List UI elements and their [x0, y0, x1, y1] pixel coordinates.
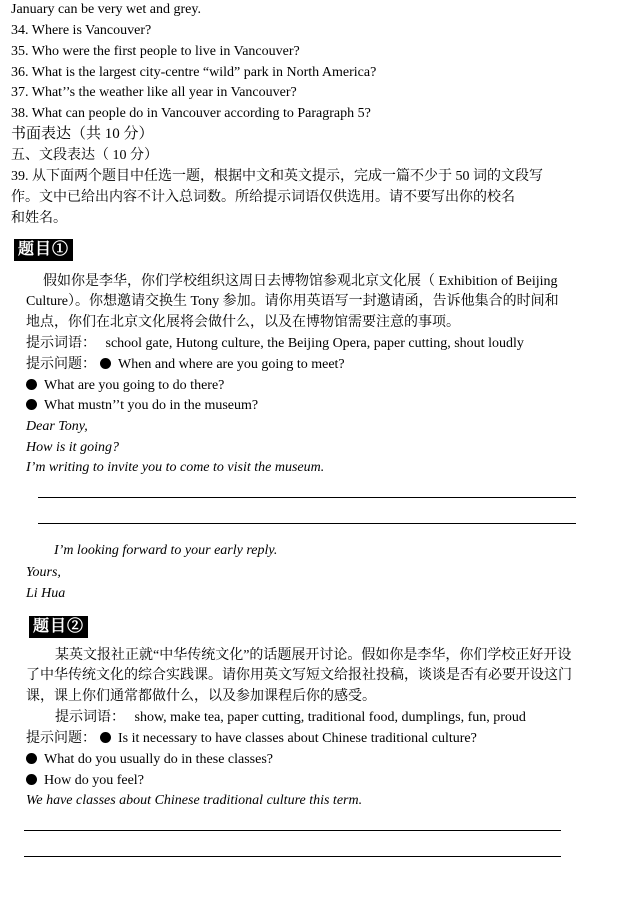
- bullet-icon: [100, 732, 111, 743]
- topic2-intro-line3: 课，课上你们通常都做什么，以及参加课程后你的感受。: [26, 689, 376, 704]
- topic1-yours: Yours,: [26, 565, 61, 580]
- topic2-words: [55, 709, 526, 727]
- topic2-q2: [22, 751, 273, 769]
- bullet-icon: [26, 774, 37, 785]
- topic1-writing-line-1: [38, 497, 576, 498]
- topic1-salutation: Dear Tony,: [26, 419, 88, 434]
- q39-line3: 和姓名。: [11, 211, 67, 226]
- topic1-badge: 题目①: [14, 239, 73, 261]
- bullet-icon: [26, 753, 37, 764]
- topic2-writing-line-1: [24, 830, 561, 831]
- topic1-intro-line1: 假如你是李华，你们学校组织这周日去博物馆参观北京文化展（ Exhibition of Beijing: [43, 274, 558, 289]
- bullet-icon: [100, 358, 111, 369]
- topic2-q1: [26, 730, 477, 748]
- topic1-words-list: school gate, Hutong culture, the Beijing Opera, paper cutting, shout loudly: [105, 336, 524, 351]
- topic2-q3-text: How do you feel?: [44, 773, 144, 788]
- q39-line2: 作。文中已给出内容不计入总词数。所给提示词语仅供选用。请不要写出你的校名: [11, 190, 515, 205]
- question-35: 35. Who were the first people to live in Vancouver?: [11, 44, 300, 59]
- topic1-q3: [22, 397, 258, 415]
- question-34: 34. Where is Vancouver?: [11, 23, 152, 38]
- topic1-intro-line2: Culture）。你想邀请交换生 Tony 参加。请你用英语写一封邀请函，告诉他集合的时间和: [26, 294, 559, 309]
- topic2-q2-text: What do you usually do in these classes?: [44, 752, 274, 767]
- q39-line1: 39. 从下面两个题目中任选一题，根据中文和英文提示，完成一篇不少于 50 词的文段写: [11, 169, 543, 184]
- topic2-writing-line-2: [24, 856, 561, 857]
- topic2-q3: [22, 772, 144, 790]
- bullet-icon: [26, 399, 37, 410]
- prev-text-tail: January can be very wet and grey.: [11, 2, 201, 17]
- topic1-words-label: 提示词语：: [26, 336, 96, 351]
- topic1-intro-line3: 地点，你们在北京文化展将会做什么，以及在博物馆需要注意的事项。: [26, 315, 460, 330]
- topic2-badge: 题目②: [29, 616, 88, 638]
- topic2-questions-label: 提示问题：: [26, 731, 96, 746]
- bullet-icon: [26, 379, 37, 390]
- section-writing-title: 书面表达（共 10 分）: [11, 126, 154, 142]
- section-five-title: 五、文段表达（ 10 分）: [11, 148, 158, 163]
- topic1-line-a: How is it going?: [26, 440, 119, 455]
- topic2-intro-line1: 某英文报社正就“中华传统文化”的话题展开讨论。假如你是李华，你们学校正好开设: [55, 648, 572, 663]
- topic1-q1: [26, 356, 345, 374]
- topic1-q1-text: When and where are you going to meet?: [118, 357, 345, 372]
- topic1-words: [26, 335, 524, 353]
- topic1-closing: I’m looking forward to your early reply.: [54, 543, 278, 558]
- topic2-words-list: show, make tea, paper cutting, traditional food, dumplings, fun, proud: [134, 710, 526, 725]
- topic1-q2-text: What are you going to do there?: [44, 378, 225, 393]
- topic1-q3-text: What mustn’’t you do in the museum?: [44, 398, 259, 413]
- topic2-q1-text: Is it necessary to have classes about Chinese traditional culture?: [118, 731, 477, 746]
- topic2-start: We have classes about Chinese traditional culture this term.: [26, 793, 363, 808]
- topic1-q2: [22, 377, 224, 395]
- topic1-line-b: I’m writing to invite you to come to visit the museum.: [26, 460, 325, 475]
- topic1-writing-line-2: [38, 523, 576, 524]
- topic2-intro-line2: 了中华传统文化的综合实践课。请你用英文写短文给报社投稿，谈谈是否有必要开设这门: [26, 668, 572, 683]
- question-38: 38. What can people do in Vancouver according to Paragraph 5?: [11, 106, 371, 121]
- topic2-words-label: 提示词语：: [55, 710, 125, 725]
- topic1-signature: Li Hua: [26, 586, 66, 601]
- question-36: 36. What is the largest city-centre “wild” park in North America?: [11, 65, 377, 80]
- question-37: 37. What’’s the weather like all year in Vancouver?: [11, 85, 297, 100]
- topic1-questions-label: 提示问题：: [26, 357, 96, 372]
